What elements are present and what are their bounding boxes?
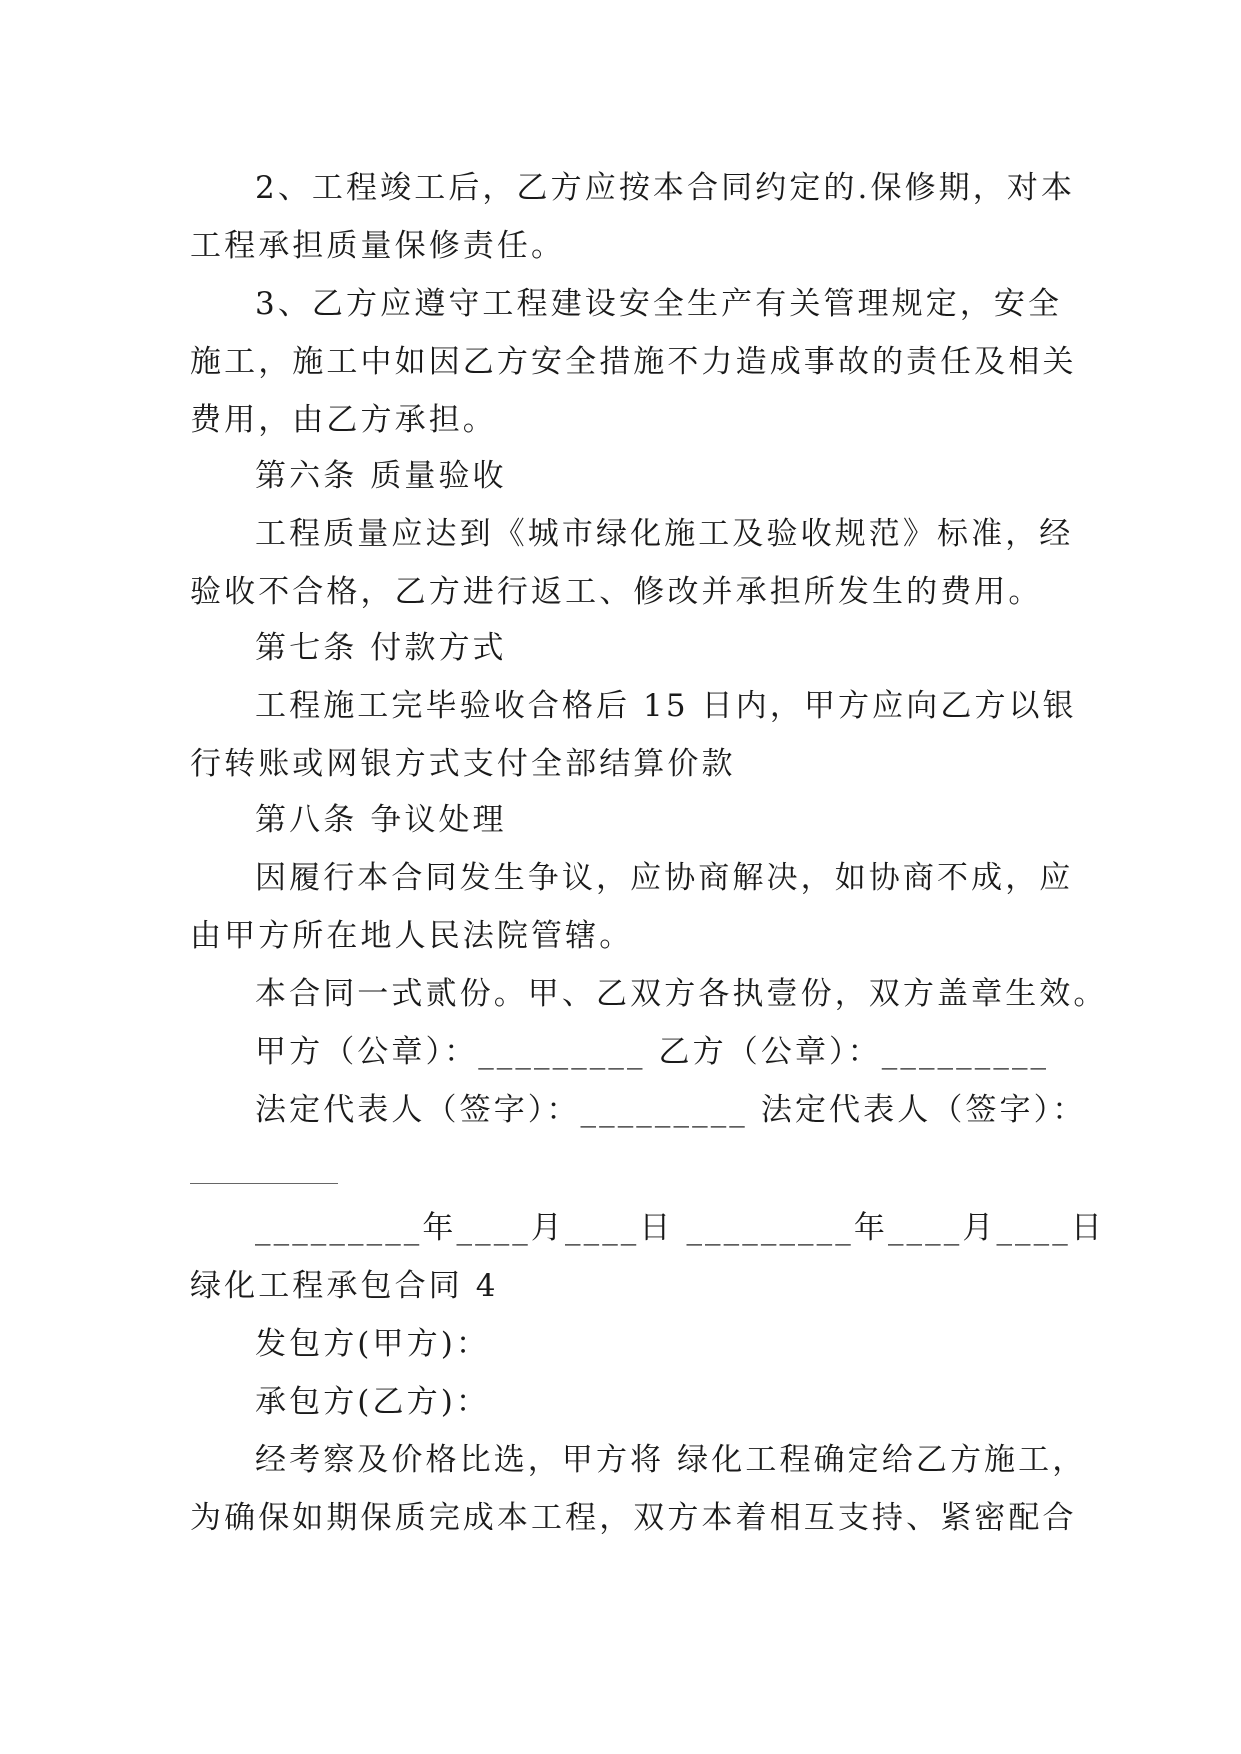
paragraph-line: 因履行本合同发生争议，应协商解决，如协商不成，应 [255,860,1074,896]
paragraph-line: 费用，由乙方承担。 [190,402,497,438]
paragraph-line: 验收不合格，乙方进行返工、修改并承担所发生的费用。 [190,574,1043,610]
date-line: _________年____月____日 _________年____月____日 [255,1210,1105,1246]
paragraph-line: 工程施工完毕验收合格后 15 日内，甲方应向乙方以银 [255,688,1077,724]
paragraph-line: 工程承担质量保修责任。 [190,228,566,264]
paragraph-line: 本合同一式贰份。甲、乙双方各执壹份，双方盖章生效。 [255,976,1108,1012]
paragraph-line: 经考察及价格比选，甲方将 绿化工程确定给乙方施工， [255,1442,1087,1478]
section-heading: 第七条 付款方式 [255,630,507,666]
party-line: 承包方(乙方)： [255,1384,490,1420]
section-heading: 第六条 质量验收 [255,458,507,494]
paragraph-line: 行转账或网银方式支付全部结算价款 [190,746,736,782]
contract-title: 绿化工程承包合同 4 [190,1268,499,1304]
paragraph-line: 3、乙方应遵守工程建设安全生产有关管理规定，安全 [255,286,1063,322]
section-heading: 第八条 争议处理 [255,802,507,838]
signature-line: 法定代表人（签字）：_________ 法定代表人（签字）： [255,1092,1087,1128]
paragraph-line: 2、工程竣工后，乙方应按本合同约定的.保修期，对本 [255,170,1076,206]
paragraph-line: 工程质量应达到《城市绿化施工及验收规范》标准，经 [255,516,1074,552]
paragraph-line: 由甲方所在地人民法院管辖。 [190,918,634,954]
signature-blank [190,1183,338,1184]
signature-line: 甲方（公章）：_________ 乙方（公章）：_________ [255,1034,1050,1070]
paragraph-line: 施工，施工中如因乙方安全措施不力造成事故的责任及相关 [190,344,1077,380]
paragraph-line: 为确保如期保质完成本工程，双方本着相互支持、紧密配合 [190,1500,1077,1536]
party-line: 发包方(甲方)： [255,1326,490,1362]
